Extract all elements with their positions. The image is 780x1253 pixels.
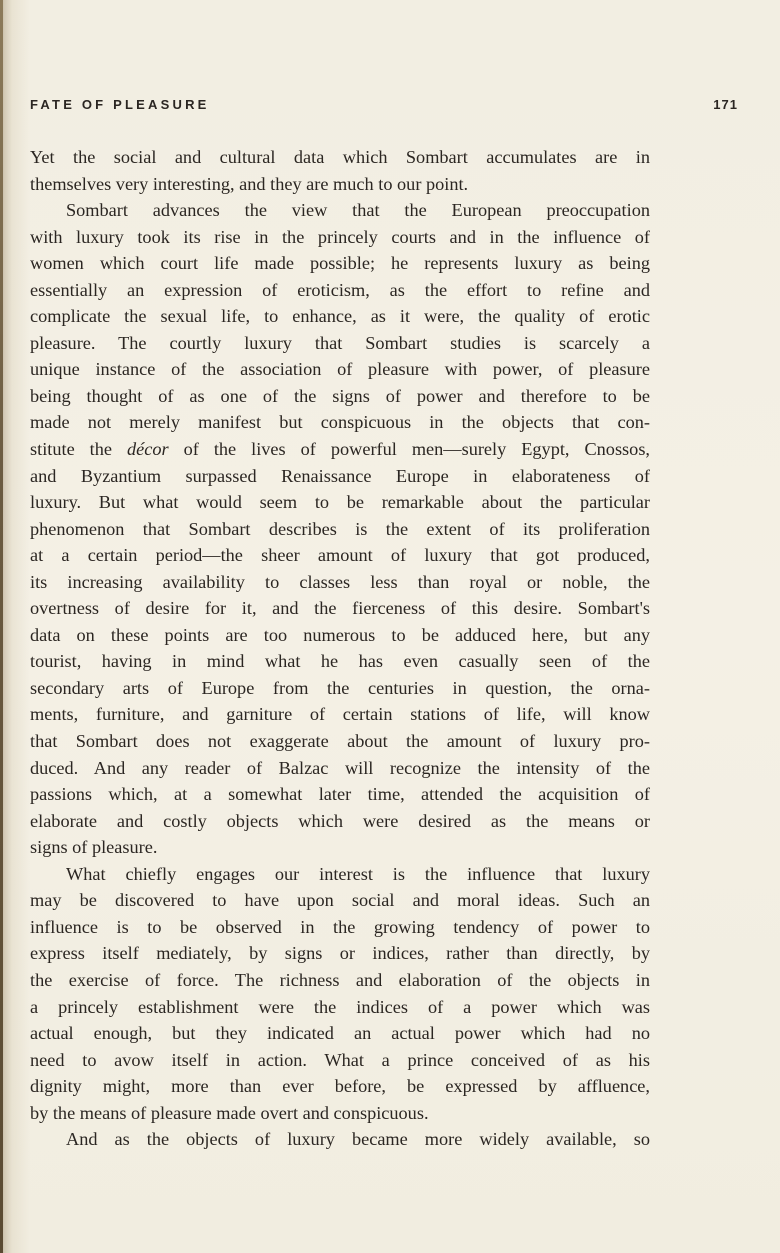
text-line: by the means of pleasure made overt and conspicuous. xyxy=(30,1102,429,1123)
text-line: pleasure. The courtly luxury that Sombart studies is scarcely a xyxy=(30,332,650,353)
text-line-with-italic xyxy=(30,436,650,463)
text-line: women which court life made possible; he represents luxury as being xyxy=(30,253,650,274)
text-line: actual enough, but they indicated an actual power which had no xyxy=(30,1023,650,1044)
text-line: passions which, at a somewhat later time, attended the acquisition of xyxy=(30,784,650,805)
text-line: being thought of as one of the signs of power and therefore to be xyxy=(30,385,650,406)
text-line: complicate the sexual life, to enhance, as it were, the quality of erotic xyxy=(30,306,650,327)
page-gutter-shadow xyxy=(0,0,3,1253)
running-head xyxy=(30,97,738,119)
text-line: with luxury took its rise in the princely courts and in the influence of xyxy=(30,226,650,247)
page-number: 171 xyxy=(713,97,738,112)
text-line: data on these points are too numerous to be adduced here, but any xyxy=(30,624,650,645)
text-line: signs of pleasure. xyxy=(30,837,158,858)
text-line: its increasing availability to classes less than royal or noble, the xyxy=(30,571,650,592)
text-line: Yet the social and cultural data which Sombart accumulates are in xyxy=(30,147,650,167)
text-line: and Byzantium surpassed Renaissance Europe in elaborateness of xyxy=(30,465,650,486)
paragraph-first-line: What chiefly engages our interest is the influence that luxury xyxy=(66,863,650,884)
text-line: express itself mediately, by signs or indices, rather than directly, by xyxy=(30,943,650,964)
text-line: a princely establishment were the indices of a power which was xyxy=(30,996,650,1017)
paragraph-first-line: Sombart advances the view that the European preoccupation xyxy=(66,200,650,221)
paragraph-first-line: And as the objects of luxury became more widely available, so xyxy=(66,1129,650,1150)
text-line: luxury. But what would seem to be remarkable about the particular xyxy=(30,492,650,513)
decor-line-before: stitute the xyxy=(30,439,127,460)
text-line: may be discovered to have upon social and moral ideas. Such an xyxy=(30,890,650,911)
text-line: dignity might, more than ever before, be expressed by affluence, xyxy=(30,1076,650,1097)
text-line: unique instance of the association of pleasure with power, of pleasure xyxy=(30,359,650,380)
text-line: made not merely manifest but conspicuous in the objects that con- xyxy=(30,412,650,433)
body-text xyxy=(30,144,650,1153)
text-line: essentially an expression of eroticism, as the effort to refine and xyxy=(30,279,650,300)
text-line: phenomenon that Sombart describes is the extent of its proliferation xyxy=(30,518,650,539)
text-line: overtness of desire for it, and the fierceness of this desire. Sombart's xyxy=(30,598,650,619)
italic-word-decor: décor xyxy=(127,439,169,460)
text-line: ments, furniture, and garniture of certain stations of life, will know xyxy=(30,704,650,725)
text-line: duced. And any reader of Balzac will recognize the intensity of the xyxy=(30,757,650,778)
text-line: elaborate and costly objects which were desired as the means or xyxy=(30,810,650,831)
text-line: that Sombart does not exaggerate about the amount of luxury pro- xyxy=(30,731,650,752)
text-line: at a certain period—the sheer amount of luxury that got produced, xyxy=(30,545,650,566)
text-line: influence is to be observed in the growing tendency of power to xyxy=(30,916,650,937)
text-line: themselves very interesting, and they are much to our point. xyxy=(30,173,469,194)
running-head-title: FATE OF PLEASURE xyxy=(30,97,210,112)
text-line: tourist, having in mind what he has even casually seen of the xyxy=(30,651,650,672)
decor-line-after: of the lives of powerful men—surely Egypt, Cnossos, xyxy=(168,439,650,460)
text-line: secondary arts of Europe from the centuries in question, the orna- xyxy=(30,677,650,698)
text-line: need to avow itself in action. What a prince conceived of as his xyxy=(30,1049,650,1070)
text-line: the exercise of force. The richness and elaboration of the objects in xyxy=(30,969,650,990)
